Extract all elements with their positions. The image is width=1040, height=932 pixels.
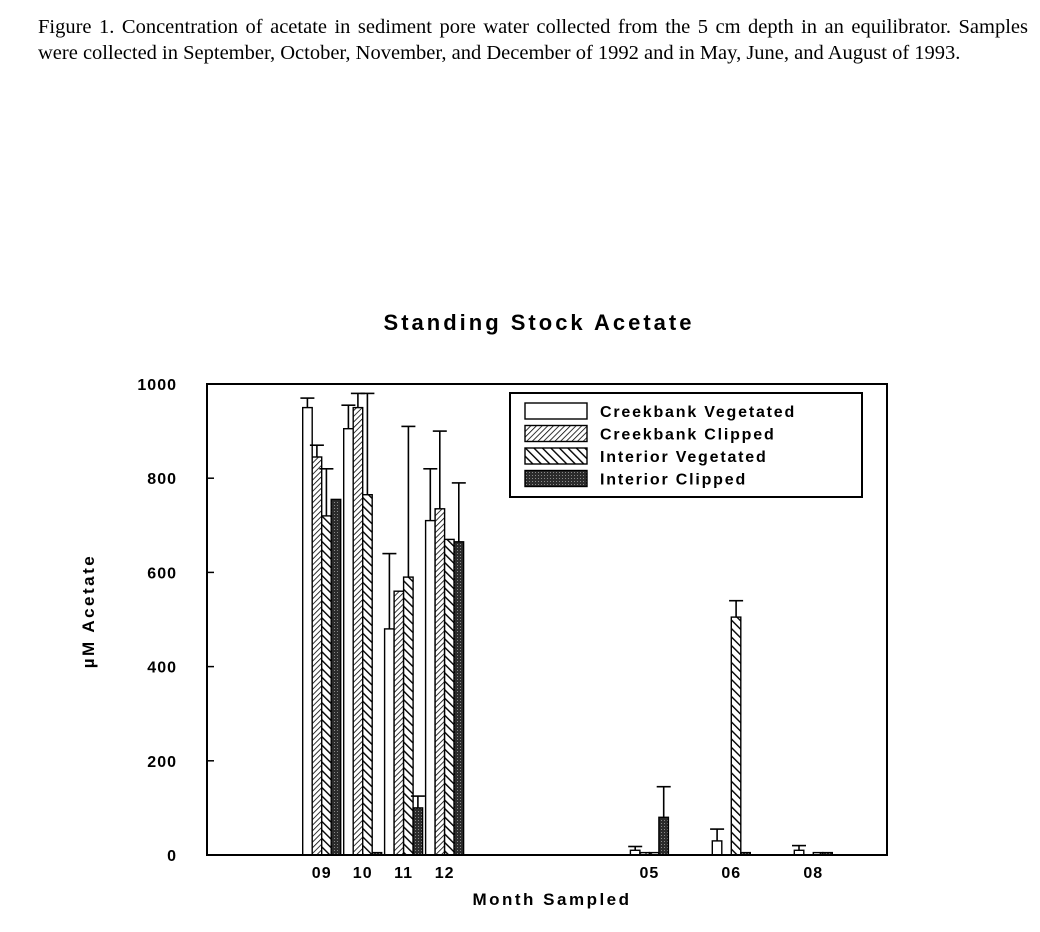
bar-interior-vegetated-06 [731, 617, 741, 855]
legend-label-creekbank-vegetated: Creekbank Vegetated [600, 404, 797, 421]
x-tick-label-10: 10 [352, 865, 373, 882]
bar-interior-vegetated-09 [322, 516, 332, 855]
bar-interior-vegetated-12 [445, 539, 455, 855]
legend-label-creekbank-clipped: Creekbank Clipped [600, 426, 776, 444]
x-tick-label-09: 09 [311, 865, 332, 882]
bar-interior-clipped-09 [331, 499, 341, 855]
x-tick-label-12: 12 [434, 865, 455, 882]
bar-interior-clipped-12 [454, 542, 464, 855]
bar-interior-clipped-05 [659, 817, 669, 855]
legend-swatch-creekbank-clipped [525, 426, 587, 442]
legend-label-interior-clipped: Interior Clipped [600, 471, 748, 489]
x-tick-label-05: 05 [639, 865, 660, 882]
y-axis-label: µM Acetate [79, 553, 98, 669]
y-tick-label-200: 200 [147, 753, 177, 771]
y-axis-ticks [137, 377, 214, 865]
legend-swatch-interior-clipped [525, 471, 587, 487]
x-axis-label: Month Sampled [472, 890, 632, 909]
legend-swatch-interior-vegetated [525, 448, 587, 464]
bar-interior-vegetated-11 [404, 577, 414, 855]
y-tick-label-600: 600 [147, 565, 177, 583]
bar-creekbank-clipped-11 [394, 591, 404, 855]
chart-title: Standing Stock Acetate [383, 310, 695, 335]
bar-creekbank-clipped-09 [312, 457, 322, 855]
bar-creekbank-vegetated-06 [712, 841, 722, 855]
y-tick-label-800: 800 [147, 471, 177, 489]
x-tick-label-11: 11 [394, 865, 414, 882]
y-tick-label-400: 400 [147, 659, 177, 677]
bar-interior-clipped-11 [413, 808, 423, 855]
x-tick-label-08: 08 [803, 865, 824, 882]
bar-creekbank-vegetated-12 [426, 521, 436, 855]
bar-interior-vegetated-10 [363, 495, 373, 855]
bar-creekbank-clipped-12 [435, 509, 445, 855]
x-axis-ticks [312, 865, 823, 882]
y-tick-label-1000: 1000 [137, 377, 177, 394]
x-tick-label-06: 06 [721, 865, 742, 882]
legend-swatch-creekbank-vegetated [525, 403, 587, 419]
figure-caption: Figure 1. Concentration of acetate in sediment pore water collected from the 5 cm depth in an equilibrator. Samples were collected in September, October, November, and December of 1992 and in May, June, and August of 1993. [38, 16, 1028, 64]
y-tick-label-0: 0 [167, 848, 177, 865]
bar-creekbank-vegetated-10 [344, 429, 354, 855]
bar-creekbank-clipped-10 [353, 408, 363, 855]
bar-creekbank-vegetated-11 [385, 629, 395, 855]
legend [510, 393, 862, 497]
bar-creekbank-vegetated-09 [303, 408, 313, 855]
legend-label-interior-vegetated: Interior Vegetated [600, 449, 768, 466]
